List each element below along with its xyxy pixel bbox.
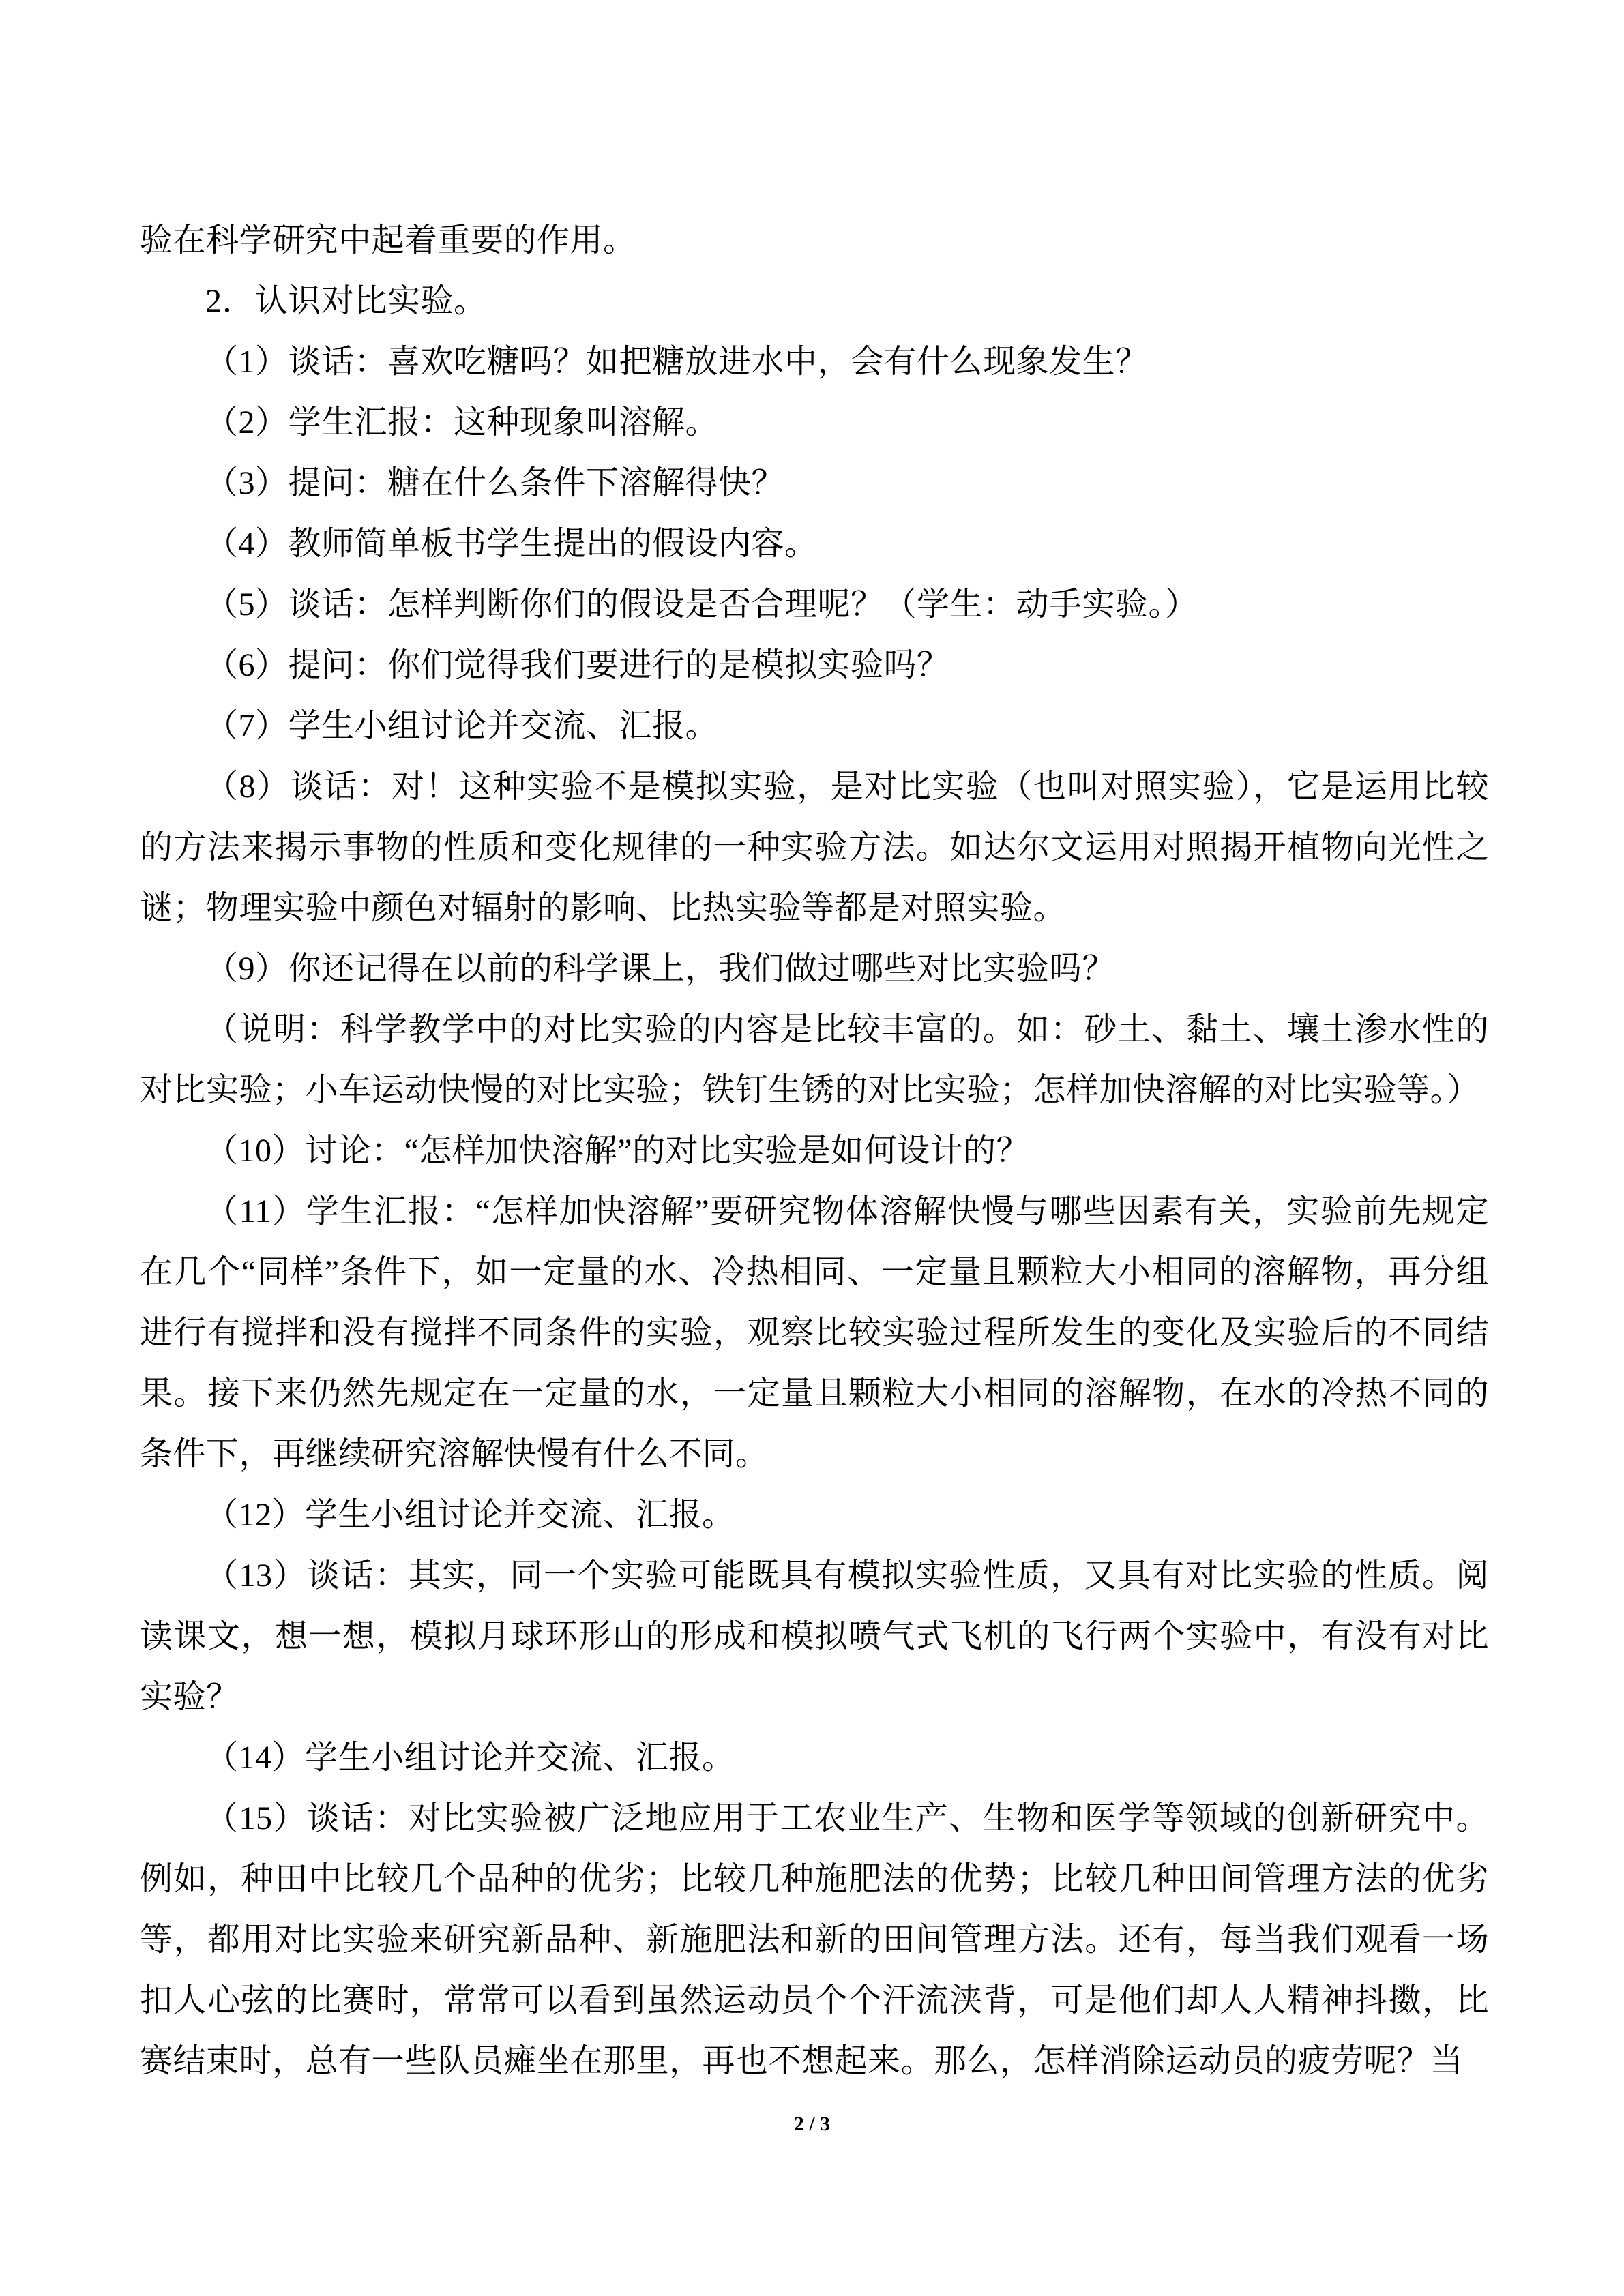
- paragraph: （15）谈话：对比实验被广泛地应用于工农业生产、生物和医学等领域的创新研究中。例如，种田中比较几个品种的优劣；比较几种施肥法的优势；比较几种田间管理方法的优劣等，都用对比实验来研究新品种、新施肥法和新的田间管理方法。还有，每当我们观看一场扣人心弦的比赛时，常常可以看到虽然运动员个个汗流浃背，可是他们却人人精神抖擞，比赛结束时，总有一些队员瘫坐在那里，再也不想起来。那么，怎样消除运动员的疲劳呢？当: [140, 1800, 1489, 2079]
- paragraph: （8）谈话：对！这种实验不是模拟实验，是对比实验（也叫对照实验），它是运用比较的方法来揭示事物的性质和变化规律的一种实验方法。如达尔文运用对照揭开植物向光性之谜；物理实验中颜色对辐射的影响、比热实验等都是对照实验。: [140, 769, 1489, 926]
- paragraph: （1）谈话：喜欢吃糖吗？如把糖放进水中，会有什么现象发生？: [205, 344, 1149, 380]
- paragraph: 验在科学研究中起着重要的作用。: [140, 222, 636, 258]
- paragraph: （7）学生小组讨论并交流、汇报。: [205, 708, 719, 744]
- paragraph: （5）谈话：怎样判断你们的假设是否合理呢？（学生：动手实验。）: [205, 586, 1198, 623]
- paragraph: （12）学生小组讨论并交流、汇报。: [205, 1497, 735, 1533]
- paragraph: （11）学生汇报：“怎样加快溶解”要研究物体溶解快慢与哪些因素有关，实验前先规定在几个“同样”条件下，如一定量的水、冷热相同、一定量且颗粒大小相同的溶解物，再分组进行有搅拌和没有搅拌不同条件的实验，观察比较实验过程所发生的变化及实验后的不同结果。接下来仍然先规定在一定量的水，一定量且颗粒大小相同的溶解物，在水的冷热不同的条件下，再继续研究溶解快慢有什么不同。: [140, 1193, 1489, 1472]
- page-number: 2 / 3: [793, 2113, 831, 2135]
- paragraph: （说明：科学教学中的对比实验的内容是比较丰富的。如：砂土、黏土、壤土渗水性的对比实验；小车运动快慢的对比实验；铁钉生锈的对比实验；怎样加快溶解的对比实验等。）: [140, 1011, 1489, 1108]
- paragraph: （3）提问：糖在什么条件下溶解得快？: [205, 465, 785, 501]
- paragraph: （4）教师简单板书学生提出的假设内容。: [205, 526, 818, 562]
- paragraph: （14）学生小组讨论并交流、汇报。: [205, 1740, 735, 1776]
- paragraph: 2．认识对比实验。: [205, 283, 487, 319]
- paragraph: （2）学生汇报：这种现象叫溶解。: [205, 404, 719, 441]
- paragraph: （13）谈话：其实，同一个实验可能既具有模拟实验性质，又具有对比实验的性质。阅读课文，想一想，模拟月球环形山的形成和模拟喷气式飞机的飞行两个实验中，有没有对比实验？: [140, 1557, 1489, 1715]
- paragraph: （10）讨论：“怎样加快溶解”的对比实验是如何设计的？: [205, 1133, 1030, 1169]
- paragraph: （6）提问：你们觉得我们要进行的是模拟实验吗？: [205, 647, 950, 683]
- paragraph: （9）你还记得在以前的科学课上，我们做过哪些对比实验吗？: [205, 951, 1116, 987]
- document-body: [140, 210, 1489, 2091]
